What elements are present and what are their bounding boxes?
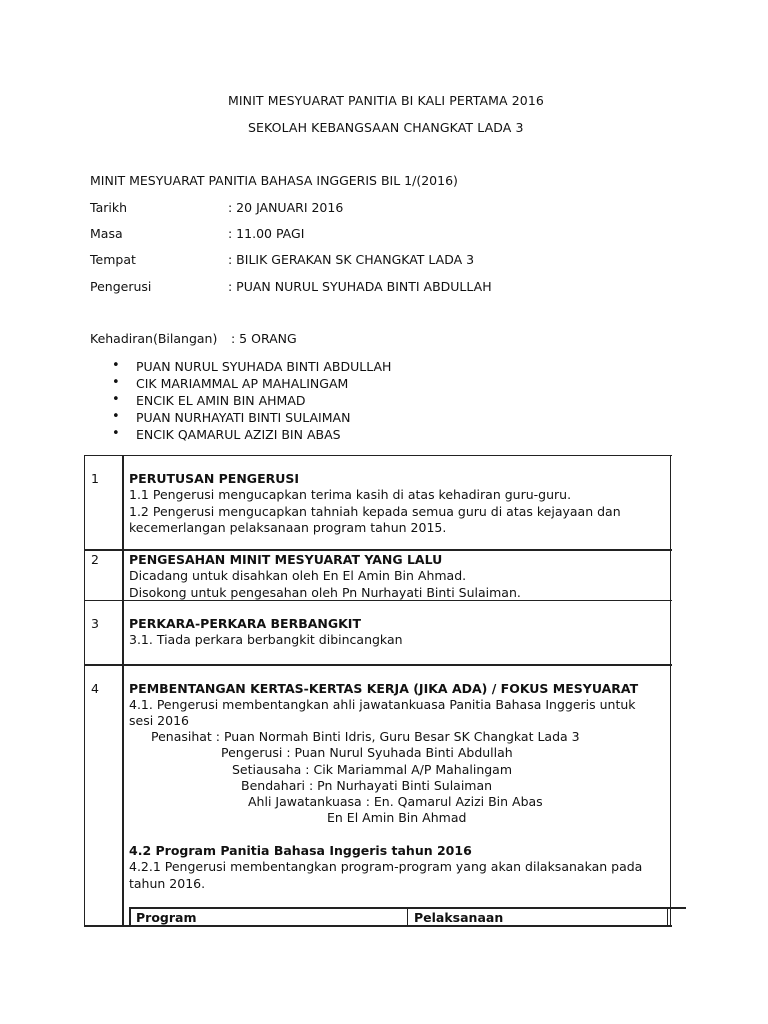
agenda-line: Dicadang untuk disahkan oleh En El Amin Bin Ahmad.	[129, 568, 467, 583]
attendance-label: Kehadiran(Bilangan)	[90, 331, 218, 346]
agenda-heading: PERKARA-PERKARA BERBANGKIT	[129, 616, 361, 631]
agenda-line: Disokong untuk pengesahan oleh Pn Nurhayati Binti Sulaiman.	[129, 585, 521, 600]
detail-label-pengerusi: Pengerusi	[90, 279, 152, 294]
attendee-item: • PUAN NURUL SYUHADA BINTI ABDULLAH	[136, 359, 391, 374]
committee-line: Ahli Jawatankuasa : En. Qamarul Azizi Bin Abas	[248, 794, 543, 809]
detail-value-pengerusi: : PUAN NURUL SYUHADA BINTI ABDULLAH	[228, 279, 492, 294]
pelaksanaan-header: Pelaksanaan	[414, 910, 504, 925]
table-border-top	[84, 455, 672, 456]
agenda-line: kecemerlangan pelaksanaan program tahun 2015.	[129, 520, 447, 535]
detail-value-tarikh: : 20 JANUARI 2016	[228, 200, 344, 215]
table-column-divider	[122, 455, 124, 927]
agenda-line: sesi 2016	[129, 713, 189, 728]
committee-line: En El Amin Bin Ahmad	[327, 810, 467, 825]
agenda-heading: PEMBENTANGAN KERTAS-KERTAS KERJA (JIKA ADA) / FOKUS MESYUARAT	[129, 681, 639, 696]
program-header: Program	[136, 910, 197, 925]
meeting-line: MINIT MESYUARAT PANITIA BAHASA INGGERIS BIL 1/(2016)	[90, 173, 458, 188]
agenda-number: 3	[91, 616, 99, 631]
detail-label-masa: Masa	[90, 226, 123, 241]
program-table-left	[129, 907, 131, 926]
agenda-line: tahun 2016.	[129, 876, 206, 891]
agenda-number: 1	[91, 471, 99, 486]
committee-line: Setiausaha : Cik Mariammal A/P Mahalingam	[232, 762, 513, 777]
detail-label-tempat: Tempat	[90, 252, 136, 267]
table-row-divider	[84, 549, 672, 551]
attendee-item: • PUAN NURHAYATI BINTI SULAIMAN	[136, 410, 350, 425]
table-border-right	[670, 455, 671, 927]
agenda-heading: PERUTUSAN PENGERUSI	[129, 471, 300, 486]
detail-label-tarikh: Tarikh	[90, 200, 127, 215]
detail-value-tempat: : BILIK GERAKAN SK CHANGKAT LADA 3	[228, 252, 475, 267]
agenda-line: 1.1 Pengerusi mengucapkan terima kasih di atas kehadiran guru-guru.	[129, 487, 572, 502]
committee-line: Penasihat : Puan Normah Binti Idris, Guru Besar SK Changkat Lada 3	[151, 729, 580, 744]
agenda-line: 4.2.1 Pengerusi membentangkan program-program yang akan dilaksanakan pada	[129, 859, 643, 874]
agenda-heading: PENGESAHAN MINIT MESYUARAT YANG LALU	[129, 552, 443, 567]
attendance-value: : 5 ORANG	[231, 331, 297, 346]
school-name: SEKOLAH KEBANGSAAN CHANGKAT LADA 3	[248, 120, 524, 135]
agenda-number: 2	[91, 552, 99, 567]
agenda-number: 4	[91, 681, 99, 696]
program-table-divider	[407, 907, 408, 926]
committee-line: Bendahari : Pn Nurhayati Binti Sulaiman	[241, 778, 493, 793]
agenda-line: 4.1. Pengerusi membentangkan ahli jawatankuasa Panitia Bahasa Inggeris untuk	[129, 697, 636, 712]
sub-heading: 4.2 Program Panitia Bahasa Inggeris tahun 2016	[129, 843, 472, 858]
attendee-item: • ENCIK EL AMIN BIN AHMAD	[136, 393, 306, 408]
agenda-line: 3.1. Tiada perkara berbangkit dibincangkan	[129, 632, 403, 647]
attendee-item: • ENCIK QAMARUL AZIZI BIN ABAS	[136, 427, 341, 442]
table-border-left	[84, 455, 85, 927]
agenda-line: 1.2 Pengerusi mengucapkan tahniah kepada semua guru di atas kejayaan dan	[129, 504, 621, 519]
attendee-item: • CIK MARIAMMAL AP MAHALINGAM	[136, 376, 348, 391]
document-title: MINIT MESYUARAT PANITIA BI KALI PERTAMA 2016	[228, 93, 544, 108]
program-table-right	[667, 907, 668, 926]
detail-value-masa: : 11.00 PAGI	[228, 226, 305, 241]
table-row-divider	[84, 664, 672, 666]
committee-line: Pengerusi : Puan Nurul Syuhada Binti Abdullah	[221, 745, 513, 760]
